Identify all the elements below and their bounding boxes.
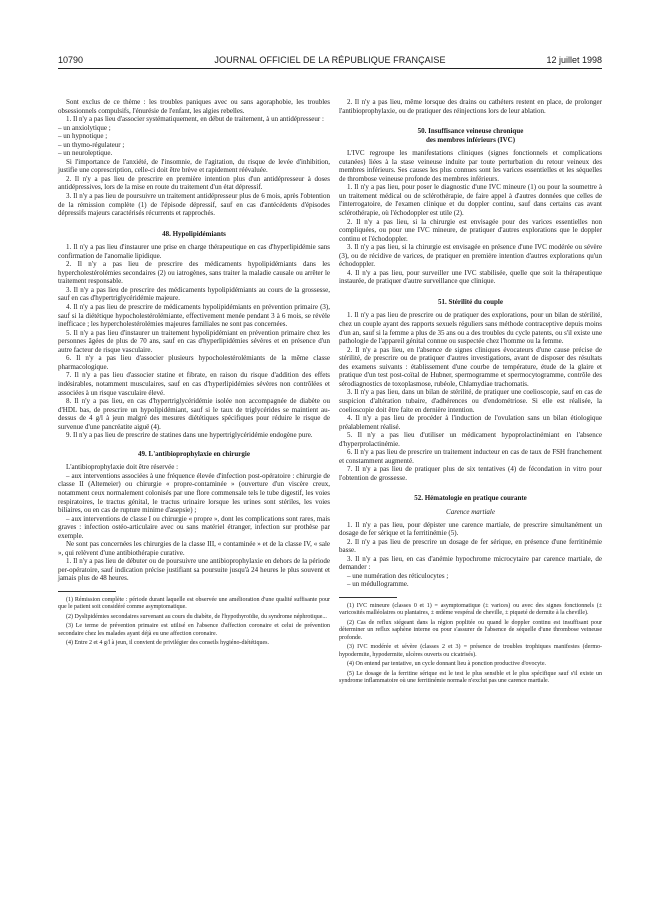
footnote: (4) Entre 2 et 4 g/l à jeun, il convient de privilégier des conseils hygiéno-diététiques. [66, 640, 269, 647]
section-51 [339, 311, 602, 482]
section-heading-49: 49. L'antibioprophylaxie en chirurgie [138, 449, 250, 458]
section-48 [58, 243, 330, 440]
section-heading-51: 51. Stérilité du couple [438, 297, 503, 306]
section-heading-48: 48. Hypolipidémiants [162, 229, 226, 238]
paragraph: L'IVC regroupe les manifestations cliniques (signes fonctionnels et complications cutanées) liées à la stase veineuse induite par toute perturbation du retour veineux des membres inférieurs. Ses causes les plus connues sont les varices essentielles et les séquelles de thrombose veineuse profonde des membres inférieurs. [339, 149, 602, 183]
paragraph: 2. Il n'y a pas lieu de prescrire en première intention plus d'un antidépresseur à doses antidépressives, lors de la mise en route du traitement d'un état dépressif. [58, 174, 330, 192]
paragraph: 4. Il n'y a pas lieu de prescrire de médicaments hypolipidémiants en prévention primaire (3), sauf si la diététique hypocholestérolémiante, effectivement menée pendant 3 à 6 mois, se révèle inefficace ; les hypercholestérolémies majeures familiales ne sont pas concernées. [58, 303, 330, 329]
paragraph: 3. Il n'y a pas lieu de prescrire des médicaments hypolipidémiants au cours de la grossesse, sauf en cas d'hypertriglycéridémie majeure. [58, 285, 330, 303]
page-number: 10790 [58, 55, 84, 65]
subsection-heading: Carence martiale [446, 507, 495, 516]
section-49 [58, 463, 330, 583]
paragraph: 1. Il n'y a pas lieu, pour poser le diagnostic d'une IVC mineure (1) ou pour la soumettre à un traitement médical ou de sclérothérapie, de faire appel à d'autres données que celles de l'interrogatoire, de l'examen clinique et du doppler continu, sauf dans certains cas avant sclérothérapie, où l'échodoppler est utile (2). [339, 183, 602, 218]
intro-section [58, 98, 330, 218]
paragraph: 3. Il n'y a pas lieu, dans un bilan de stérilité, de pratiquer une coelioscopie, sauf en cas de suspicion d'altération tubaire, d'adhérences ou d'endométriose. Si elle est réalisée, la coelioscopie doit être faite en dernière intention. [339, 388, 602, 414]
paragraph: 2. Il n'y a pas lieu, si la chirurgie est envisagée pour des varices essentielles non compliquées, ou pour une IVC mineure, de pratiquer d'autres explorations que le doppler continu et l'échodoppler. [339, 217, 602, 243]
footnote-separator [58, 591, 116, 592]
paragraph: L'antibioprophylaxie doit être réservée : [66, 463, 179, 472]
list-item: – un neuroleptique. [58, 149, 113, 158]
paragraph: 1. Il n'y a pas lieu de prescrire ou de pratiquer des explorations, pour un bilan de stérilité, chez un couple ayant des rapports sexuels réguliers sans méthode contraceptive depuis moins d'un an, sauf si la femme a plus de 35 ans ou a des troubles du cycle patents, ou s'il existe une pathologie de l'appareil génital connue ou suspectée chez l'homme ou la femme. [339, 311, 602, 346]
list-item: – aux interventions de classe I ou chirurgie « propre », dont les complications sont rares, mais graves : infection ostéo-articulaire avec ou sans matériel étranger, infection sur prothèse par exemple. [58, 514, 330, 540]
list-item: – un hypnotique ; [58, 132, 108, 141]
paragraph: 3. Il n'y a pas lieu de poursuivre un traitement antidépresseur plus de 6 mois, après l'obtention de la rémission complète (1) de l'épisode dépressif, sauf en cas d'antécédents d'épisodes dépressifs majeurs caractérisés récurrents et rapprochés. [58, 192, 330, 218]
paragraph: 7. Il n'y a pas lieu d'associer statine et fibrate, en raison du risque d'addition des effets indésirables, notamment musculaires, sauf en cas d'hyperlipidémies sévères non contrôlées et associées à un risque vasculaire élevé. [58, 371, 330, 397]
left-footnotes [58, 597, 330, 648]
section-52 [339, 521, 602, 589]
paragraph: 3. Il n'y a pas lieu, si la chirurgie est envisagée en présence d'une IVC modérée ou sévère (3), ou de récidive de varices, de pratiquer en première intention d'autres explorations qu'un échodoppler. [339, 243, 602, 269]
paragraph: 6. Il n'y a pas lieu d'associer plusieurs hypocholestérolémiants de la même classe pharmacologique. [58, 354, 330, 371]
list-item: – un anxiolytique ; [58, 123, 111, 132]
list-item: – une numération des réticulocytes ; [347, 571, 449, 580]
footnote: (1) IVC mineure (classes 0 et 1) = asymptomatique (± varices) ou avec des signes fonctionnels (± varicosités malléolaires ou plantaires, ± œdème vespéral de cheville, ± piqueté de dermite à la cheville). [339, 602, 602, 617]
list-item: – un thymo-régulateur ; [58, 140, 125, 149]
paragraph: 7. Il n'y a pas lieu de pratiquer plus de six tentatives (4) de fécondation in vitro pour l'obtention de grossesse. [339, 465, 602, 482]
list-item: – un médullogramme. [347, 580, 409, 589]
paragraph: 1. Il n'y a pas lieu d'instaurer une prise en charge thérapeutique en cas d'hyperlipidémie sans confirmation de l'anomalie lipidique. [58, 243, 330, 260]
paragraph: 2. Il n'y a pas lieu de prescrire des médicaments hypolipidémiants dans les hypercholestérolémies secondaires (2) ou iatrogènes, sans traiter la maladie causale ou arrêter le traitement responsable. [58, 260, 330, 286]
paragraph: 4. Il n'y a pas lieu de procéder à l'induction de l'ovulation sans un bilan étiologique préalablement réalisé. [339, 414, 602, 431]
footnote: (4) On entend par tentative, un cycle donnant lieu à ponction productive d'ovocyte. [347, 661, 547, 668]
paragraph: Ne sont pas concernées les chirurgies de la classe III, « contaminée » et de la classe IV, « sale », qui relèvent d'une antibiothérapie curative. [58, 540, 330, 557]
paragraph: 1. Il n'y a pas lieu d'associer systématiquement, en début de traitement, à un antidépresseur : [66, 115, 324, 124]
list-item: – aux interventions associées à une fréquence élevée d'infection post-opératoire : chirurgie de classe II (Altemeier) ou chirurgie « propre-contaminée » (ouverture d'un viscère creux, notamment ceux normalement colonisés par une flore commensale tels le tube digestif, les voies respiratoires, le tractus génital, le tractus urinaire lorsque les urines sont stériles, les voies biliaires, ou en cas de rupture minime d'asepsie) ; [58, 471, 330, 515]
footnote: (3) IVC modérée et sévère (classes 2 et 3) = présence de troubles trophiques manifestes (dermo-hypodermite, hypodermite, ulcères ouverts ou cicatrisés). [339, 644, 602, 658]
paragraph: 8. Il n'y a pas lieu, en cas d'hypertriglycéridémie isolée non accompagnée de diabète ou d'HDL bas, de prescrire un hypolipidémiant, sauf si le taux de triglycérides se maintient au-dessus de 4 g/l à jeun malgré des mesures diététiques spécifiques pour réduire le risque de survenue d'une pancréatite aiguë (4). [58, 397, 330, 431]
paragraph: 2. Il n'y a pas lieu de prescrire un dosage de fer sérique, en présence d'une ferritinémie basse. [339, 537, 602, 555]
paragraph: 2. Il n'y a pas lieu, même lorsque des drains ou cathéters restent en place, de prolonger l'antibioprophylaxie, ou de pratiquer des réinjections lors de leur ablation. [339, 98, 602, 115]
footnote: (2) Dyslipidémies secondaires survenant au cours du diabète, de l'hypothyroïdie, du syndrome néphrotique... [66, 613, 327, 620]
paragraph: 1. Il n'y a pas lieu de débuter ou de poursuivre une antibioprophylaxie en dehors de la période per-opératoire, sauf indication précise justifiant sa poursuite jusqu'à 24 heures le plus souvent et jamais plus de 48 heures. [58, 557, 330, 583]
section-heading-50: 50. Insuffisance veineuse chronique [417, 127, 524, 136]
footnote: (5) Le dosage de la ferritine sérique est le test le plus sensible et le plus spécifique sauf s'il existe un syndrome inflammatoire où une ferritinémie normale n'exclut pas une carence martiale. [339, 670, 602, 685]
journal-title: JOURNAL OFFICIEL DE LA RÉPUBLIQUE FRANÇAISE [214, 55, 446, 65]
paragraph: 3. Il n'y a pas lieu, en cas d'anémie hypochrome microcytaire par carence martiale, de demander : [339, 554, 602, 572]
left-column [58, 98, 330, 650]
paragraph: 5. Il n'y a pas lieu d'instaurer un traitement hypolipidémiant en prévention primaire chez les personnes âgées de plus de 70 ans, sauf en cas d'hyperlipidémies sévères et en présence d'un autre facteur de risque vasculaire. [58, 328, 330, 354]
footnote: (1) Rémission complète : période durant laquelle est observée une amélioration d'une qualité suffisante pour que le patient soit considéré comme asymptomatique. [58, 596, 330, 611]
footnote-separator [339, 597, 397, 598]
paragraph: 5. Il n'y a pas lieu d'utiliser un médicament hypoprolactinémiant en l'absence d'hyperprolactinémie. [339, 431, 602, 448]
header-rule [58, 68, 602, 69]
right-footnotes [339, 603, 602, 686]
right-column [339, 98, 602, 688]
paragraph: 2. Il n'y a pas lieu, en l'absence de signes cliniques évocateurs d'une cause précise de stérilité, de prescrire ou de pratiquer d'autres investigations, avant de disposer des résultats des examens suivants : établissement d'une courbe de température, étude de la glaire et pratique d'un test post-coïtal de Hubner, spermogramme et spermocytogramme, contrôle des sérodiagnostics de toxoplasmose, rubéole, Chlamydiae trachomatis. [339, 345, 602, 388]
section-heading-52: 52. Hématologie en pratique courante [414, 494, 527, 503]
footnote: (3) Le terme de prévention primaire est utilisé en l'absence d'affection coronaire et celui de prévention secondaire chez les malades ayant déjà eu une affection coronaire. [58, 623, 330, 637]
paragraph: 1. Il n'y a pas lieu, pour dépister une carence martiale, de prescrire simultanément un dosage de fer sérique et la ferritinémie (5). [339, 520, 602, 538]
paragraph: 6. Il n'y a pas lieu de prescrire un traitement inducteur en cas de taux de FSH franchement et constamment augmenté. [339, 448, 602, 465]
section-heading-50-line2: des membres inférieurs (IVC) [425, 135, 516, 144]
paragraph: Sont exclus de ce thème : les troubles paniques avec ou sans agoraphobie, les troubles obsessionnels compulsifs, l'énurésie de l'enfant, les algies rebelles. [58, 98, 330, 115]
paragraph: 9. Il n'y a pas lieu de prescrire de statines dans une hypertriglycéridémie endogène pure. [66, 431, 313, 440]
section-50 [339, 149, 602, 286]
footnote: (2) Cas de reflux siégeant dans la région poplitée ou quand le doppler continu est insuffisant pour déterminer un reflux saphène interne ou pour s'assurer de l'absence de séquelle d'une thrombose veineuse profonde. [339, 619, 602, 641]
page-header [58, 55, 602, 69]
paragraph: Si l'importance de l'anxiété, de l'insomnie, de l'agitation, du risque de levée d'inhibition, justifie une coprescription, celle-ci doit être brève et rapidement réévaluée. [58, 157, 330, 175]
publication-date: 12 juillet 1998 [546, 55, 602, 65]
paragraph: 4. Il n'y a pas lieu, pour surveiller une IVC stabilisée, quelle que soit la thérapeutique instaurée, de pratiquer d'autre surveillance que clinique. [339, 268, 602, 286]
